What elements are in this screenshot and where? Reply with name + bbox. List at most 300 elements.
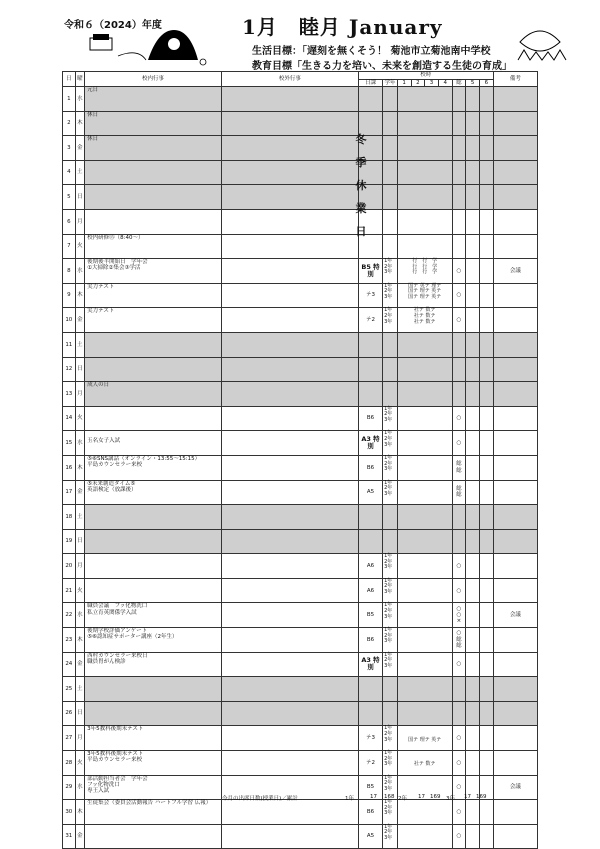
notes bbox=[493, 455, 537, 480]
period-6 bbox=[479, 529, 493, 554]
day-number: 5 bbox=[63, 185, 76, 210]
day-of-week: 火 bbox=[75, 234, 84, 259]
notes bbox=[493, 505, 537, 530]
day-of-week: 木 bbox=[75, 455, 84, 480]
period-6 bbox=[479, 431, 493, 456]
schedule-code bbox=[358, 87, 382, 112]
period-marks bbox=[452, 529, 466, 554]
period-6 bbox=[479, 554, 493, 579]
period-subjects bbox=[397, 136, 452, 161]
school-event: ⑤⑥SNS講話（オンライン・13:55～15:15） 平島カウンセラー来校 bbox=[85, 455, 222, 480]
outside-event bbox=[221, 603, 358, 628]
period-5 bbox=[466, 677, 480, 702]
day-row bbox=[63, 406, 538, 431]
school-event bbox=[85, 701, 222, 726]
outside-event bbox=[221, 185, 358, 210]
outside-event bbox=[221, 652, 358, 677]
day-row bbox=[63, 677, 538, 702]
day-number: 25 bbox=[63, 677, 76, 702]
grade-labels bbox=[383, 209, 398, 234]
schedule-code: A3 特別 bbox=[358, 652, 382, 677]
notes bbox=[493, 382, 537, 407]
grade-labels: 1年 2年 3年 bbox=[383, 652, 398, 677]
period-6 bbox=[479, 283, 493, 308]
day-row bbox=[63, 160, 538, 185]
notes bbox=[493, 160, 537, 185]
period-subjects bbox=[397, 652, 452, 677]
col-periods: 校時 bbox=[358, 72, 493, 80]
day-row bbox=[63, 824, 538, 849]
period-marks bbox=[452, 111, 466, 136]
day-number: 2 bbox=[63, 111, 76, 136]
outside-event bbox=[221, 480, 358, 505]
header bbox=[0, 0, 600, 70]
period-6 bbox=[479, 382, 493, 407]
day-of-week: 金 bbox=[75, 824, 84, 849]
period-marks bbox=[452, 185, 466, 210]
day-row bbox=[63, 382, 538, 407]
day-number: 19 bbox=[63, 529, 76, 554]
outside-event bbox=[221, 554, 358, 579]
period-subjects bbox=[397, 234, 452, 259]
period-6 bbox=[479, 505, 493, 530]
period-5 bbox=[466, 332, 480, 357]
period-6 bbox=[479, 111, 493, 136]
notes bbox=[493, 111, 537, 136]
period-5 bbox=[466, 480, 480, 505]
grade-labels: 1年 2年 3年 bbox=[383, 775, 398, 800]
day-row bbox=[63, 431, 538, 456]
notes bbox=[493, 701, 537, 726]
period-marks bbox=[452, 357, 466, 382]
day-number: 17 bbox=[63, 480, 76, 505]
notes bbox=[493, 824, 537, 849]
day-of-week: 日 bbox=[75, 357, 84, 382]
notes bbox=[493, 406, 537, 431]
outside-event bbox=[221, 209, 358, 234]
grade-labels: 1年 2年 3年 bbox=[383, 554, 398, 579]
period-marks: ○ bbox=[452, 259, 466, 284]
period-5 bbox=[466, 234, 480, 259]
schedule-code: A5 bbox=[358, 824, 382, 849]
schedule-code bbox=[358, 357, 382, 382]
period-subjects bbox=[397, 628, 452, 653]
day-of-week: 土 bbox=[75, 160, 84, 185]
period-marks: ○ bbox=[452, 751, 466, 776]
period-5 bbox=[466, 652, 480, 677]
day-row bbox=[63, 603, 538, 628]
period-subjects bbox=[397, 824, 452, 849]
day-row bbox=[63, 751, 538, 776]
grade-labels bbox=[383, 111, 398, 136]
period-marks: ○ bbox=[452, 578, 466, 603]
school-event: 後期学校評価アンケート ⑤⑥認知症サポーター講座（2年生） bbox=[85, 628, 222, 653]
grade-labels: 1年 2年 3年 bbox=[383, 259, 398, 284]
day-row bbox=[63, 701, 538, 726]
schedule-code bbox=[358, 677, 382, 702]
period-subjects bbox=[397, 677, 452, 702]
day-number: 20 bbox=[63, 554, 76, 579]
col-p4: 4 bbox=[438, 79, 452, 87]
day-number: 15 bbox=[63, 431, 76, 456]
day-of-week: 木 bbox=[75, 283, 84, 308]
period-6 bbox=[479, 677, 493, 702]
school-event: 玉名女子入試 bbox=[85, 431, 222, 456]
period-5 bbox=[466, 87, 480, 112]
school-event: 実力テスト bbox=[85, 308, 222, 333]
day-number: 8 bbox=[63, 259, 76, 284]
school-event bbox=[85, 209, 222, 234]
school-event: 西村カウンセラー来校日 職員胃がん検診 bbox=[85, 652, 222, 677]
grade-labels: 1年 2年 3年 bbox=[383, 726, 398, 751]
outside-event bbox=[221, 160, 358, 185]
outside-event bbox=[221, 87, 358, 112]
school-event bbox=[85, 332, 222, 357]
schedule-code: B6 bbox=[358, 628, 382, 653]
notes bbox=[493, 554, 537, 579]
school-event bbox=[85, 554, 222, 579]
notes bbox=[493, 136, 537, 161]
period-subjects: 行 行 学 行 行 学 行 行 学 bbox=[397, 259, 452, 284]
schedule-code: A5 bbox=[358, 480, 382, 505]
period-subjects bbox=[397, 431, 452, 456]
schedule-code: B6 bbox=[358, 800, 382, 825]
outside-event bbox=[221, 628, 358, 653]
day-row bbox=[63, 185, 538, 210]
day-of-week: 日 bbox=[75, 701, 84, 726]
outside-event bbox=[221, 824, 358, 849]
notes: 会議 bbox=[493, 603, 537, 628]
period-subjects bbox=[397, 382, 452, 407]
outside-event bbox=[221, 529, 358, 554]
period-subjects bbox=[397, 406, 452, 431]
period-5 bbox=[466, 800, 480, 825]
period-subjects bbox=[397, 332, 452, 357]
period-subjects bbox=[397, 505, 452, 530]
grade-labels bbox=[383, 505, 398, 530]
col-outside-events: 校外行事 bbox=[221, 72, 358, 87]
day-row bbox=[63, 628, 538, 653]
day-of-week: 月 bbox=[75, 554, 84, 579]
period-marks: ○ bbox=[452, 283, 466, 308]
period-5 bbox=[466, 308, 480, 333]
day-row bbox=[63, 308, 538, 333]
outside-event bbox=[221, 283, 358, 308]
notes: 会議 bbox=[493, 259, 537, 284]
period-6 bbox=[479, 357, 493, 382]
winter-vacation-label: 冬 季 休 業 日 bbox=[355, 133, 367, 238]
day-number: 1 bbox=[63, 87, 76, 112]
day-of-week: 水 bbox=[75, 603, 84, 628]
day-row bbox=[63, 554, 538, 579]
school-event bbox=[85, 824, 222, 849]
col-p5: 5 bbox=[466, 79, 480, 87]
col-schedule: 日課 bbox=[358, 79, 382, 87]
schedule-code: B5 bbox=[358, 603, 382, 628]
period-6 bbox=[479, 480, 493, 505]
period-marks: ○ bbox=[452, 824, 466, 849]
notes bbox=[493, 357, 537, 382]
day-number: 10 bbox=[63, 308, 76, 333]
school-event bbox=[85, 529, 222, 554]
period-5 bbox=[466, 554, 480, 579]
period-5 bbox=[466, 382, 480, 407]
schedule-code: B6 bbox=[358, 455, 382, 480]
notes bbox=[493, 234, 537, 259]
school-event: 後期後半開始日 学年会 ①大掃除②集会③学活 bbox=[85, 259, 222, 284]
school-event: 校内研修⑮（8:40～） bbox=[85, 234, 222, 259]
period-marks: ○ bbox=[452, 308, 466, 333]
period-5 bbox=[466, 431, 480, 456]
grade-labels: 1年 2年 3年 bbox=[383, 455, 398, 480]
notes bbox=[493, 677, 537, 702]
day-of-week: 水 bbox=[75, 431, 84, 456]
notes bbox=[493, 87, 537, 112]
grade-labels: 1年 2年 3年 bbox=[383, 824, 398, 849]
period-marks bbox=[452, 505, 466, 530]
day-of-week: 金 bbox=[75, 652, 84, 677]
outside-event bbox=[221, 332, 358, 357]
period-5 bbox=[466, 259, 480, 284]
period-5 bbox=[466, 529, 480, 554]
period-6 bbox=[479, 455, 493, 480]
notes bbox=[493, 529, 537, 554]
period-marks bbox=[452, 234, 466, 259]
outside-event bbox=[221, 800, 358, 825]
col-p2: 2 bbox=[411, 79, 425, 87]
period-6 bbox=[479, 800, 493, 825]
notes: 会議 bbox=[493, 775, 537, 800]
period-6 bbox=[479, 628, 493, 653]
period-marks: 総 総 bbox=[452, 480, 466, 505]
period-5 bbox=[466, 751, 480, 776]
period-marks: ○ bbox=[452, 431, 466, 456]
grade-labels bbox=[383, 382, 398, 407]
day-row bbox=[63, 480, 538, 505]
notes bbox=[493, 628, 537, 653]
period-5 bbox=[466, 283, 480, 308]
day-number: 30 bbox=[63, 800, 76, 825]
period-subjects bbox=[397, 185, 452, 210]
col-dow: 曜 bbox=[75, 72, 84, 87]
period-subjects: 国テ 理テ 英テ bbox=[397, 726, 452, 751]
grade-labels: 1年 2年 3年 bbox=[383, 751, 398, 776]
day-number: 16 bbox=[63, 455, 76, 480]
grade-labels: 1年 2年 3年 bbox=[383, 283, 398, 308]
day-of-week: 土 bbox=[75, 332, 84, 357]
day-of-week: 金 bbox=[75, 136, 84, 161]
notes bbox=[493, 578, 537, 603]
day-row bbox=[63, 136, 538, 161]
day-number: 23 bbox=[63, 628, 76, 653]
school-event: 職員会議 フッ化物洗口 私立育英関係学入試 bbox=[85, 603, 222, 628]
day-row bbox=[63, 800, 538, 825]
period-marks: ○ bbox=[452, 726, 466, 751]
col-p6: 6 bbox=[479, 79, 493, 87]
period-marks: ○ 総 総 bbox=[452, 628, 466, 653]
period-6 bbox=[479, 751, 493, 776]
period-subjects bbox=[397, 480, 452, 505]
period-subjects bbox=[397, 554, 452, 579]
schedule-code: テ3 bbox=[358, 726, 382, 751]
notes bbox=[493, 308, 537, 333]
month-title: 1月 睦月 January bbox=[242, 15, 443, 39]
day-of-week: 月 bbox=[75, 382, 84, 407]
day-of-week: 木 bbox=[75, 800, 84, 825]
fiscal-year: 令和６（2024）年度 bbox=[64, 20, 162, 31]
grade-labels bbox=[383, 701, 398, 726]
col-school-events: 校内行事 bbox=[85, 72, 222, 87]
schedule-code bbox=[358, 332, 382, 357]
day-number: 4 bbox=[63, 160, 76, 185]
day-of-week: 日 bbox=[75, 185, 84, 210]
education-goal: 教育目標「生きる力を培い、未来を創造する生徒の育成」 bbox=[252, 61, 512, 72]
outside-event bbox=[221, 259, 358, 284]
notes bbox=[493, 800, 537, 825]
grade-labels bbox=[383, 136, 398, 161]
outside-event bbox=[221, 701, 358, 726]
period-marks bbox=[452, 160, 466, 185]
period-marks bbox=[452, 382, 466, 407]
school-event: 3年5教科後期末テスト 平島カウンセラー来校 bbox=[85, 751, 222, 776]
day-of-week: 木 bbox=[75, 111, 84, 136]
day-number: 14 bbox=[63, 406, 76, 431]
school-event bbox=[85, 357, 222, 382]
day-number: 18 bbox=[63, 505, 76, 530]
outside-event bbox=[221, 505, 358, 530]
notes bbox=[493, 209, 537, 234]
grade-labels bbox=[383, 87, 398, 112]
period-6 bbox=[479, 824, 493, 849]
period-marks: ○ bbox=[452, 775, 466, 800]
grade-labels: 1年 2年 3年 bbox=[383, 578, 398, 603]
col-grade: 学年 bbox=[384, 79, 396, 86]
grade-labels: 1年 2年 3年 bbox=[383, 431, 398, 456]
period-6 bbox=[479, 308, 493, 333]
outside-event bbox=[221, 578, 358, 603]
period-6 bbox=[479, 160, 493, 185]
period-subjects bbox=[397, 455, 452, 480]
day-number: 13 bbox=[63, 382, 76, 407]
notes bbox=[493, 185, 537, 210]
day-of-week: 月 bbox=[75, 726, 84, 751]
col-total: 総 bbox=[452, 79, 466, 87]
period-5 bbox=[466, 357, 480, 382]
grade-labels bbox=[383, 160, 398, 185]
grade-labels: 1年 2年 3年 bbox=[383, 308, 398, 333]
schedule-code: テ2 bbox=[358, 308, 382, 333]
school-event: 元日 bbox=[85, 87, 222, 112]
col-notes: 備考 bbox=[493, 72, 537, 87]
day-of-week: 水 bbox=[75, 87, 84, 112]
grade-labels: 1年 2年 3年 bbox=[383, 480, 398, 505]
grade-labels bbox=[383, 357, 398, 382]
day-number: 29 bbox=[63, 775, 76, 800]
school-event bbox=[85, 185, 222, 210]
day-row bbox=[63, 234, 538, 259]
day-of-week: 金 bbox=[75, 308, 84, 333]
period-6 bbox=[479, 209, 493, 234]
notes bbox=[493, 726, 537, 751]
col-p1: 1 bbox=[397, 79, 411, 87]
col-day: 日 bbox=[63, 72, 76, 87]
period-marks bbox=[452, 136, 466, 161]
outside-event bbox=[221, 455, 358, 480]
period-6 bbox=[479, 259, 493, 284]
day-of-week: 火 bbox=[75, 751, 84, 776]
schedule-code: A3 特別 bbox=[358, 431, 382, 456]
day-number: 24 bbox=[63, 652, 76, 677]
period-5 bbox=[466, 603, 480, 628]
school-event bbox=[85, 505, 222, 530]
day-row bbox=[63, 529, 538, 554]
outside-event bbox=[221, 406, 358, 431]
schedule-code bbox=[358, 505, 382, 530]
day-of-week: 水 bbox=[75, 775, 84, 800]
notes bbox=[493, 332, 537, 357]
outside-event bbox=[221, 136, 358, 161]
day-of-week: 火 bbox=[75, 406, 84, 431]
day-number: 27 bbox=[63, 726, 76, 751]
day-number: 12 bbox=[63, 357, 76, 382]
grade-labels: 1年 2年 3年 bbox=[383, 603, 398, 628]
schedule-code: A6 bbox=[358, 578, 382, 603]
schedule-code: B5 特別 bbox=[358, 259, 382, 284]
new-year-illustration bbox=[88, 26, 218, 66]
day-number: 21 bbox=[63, 578, 76, 603]
period-marks: ○ bbox=[452, 652, 466, 677]
notes bbox=[493, 283, 537, 308]
grade-labels bbox=[383, 185, 398, 210]
period-5 bbox=[466, 209, 480, 234]
school-event: 生徒集会（委員会活動報告 ハートフル学習 広報） bbox=[85, 800, 222, 825]
day-number: 9 bbox=[63, 283, 76, 308]
day-row bbox=[63, 726, 538, 751]
period-subjects bbox=[397, 209, 452, 234]
period-marks: 総 総 bbox=[452, 455, 466, 480]
schedule-code: テ3 bbox=[358, 283, 382, 308]
outside-event bbox=[221, 357, 358, 382]
grade-labels: 1年 2年 3年 bbox=[383, 628, 398, 653]
notes bbox=[493, 480, 537, 505]
day-row bbox=[63, 209, 538, 234]
outside-event bbox=[221, 111, 358, 136]
period-6 bbox=[479, 726, 493, 751]
period-5 bbox=[466, 701, 480, 726]
notes bbox=[493, 751, 537, 776]
period-5 bbox=[466, 111, 480, 136]
day-number: 26 bbox=[63, 701, 76, 726]
period-6 bbox=[479, 332, 493, 357]
notes bbox=[493, 652, 537, 677]
day-of-week: 土 bbox=[75, 677, 84, 702]
period-5 bbox=[466, 455, 480, 480]
schedule-code: B5 bbox=[358, 775, 382, 800]
school-emblem-icon bbox=[510, 20, 570, 66]
outside-event bbox=[221, 382, 358, 407]
schedule-code bbox=[358, 701, 382, 726]
life-goal: 生活目標：「遅刻を無くそう！ 菊池市立菊池南中学校 bbox=[252, 46, 491, 57]
schedule-code: テ2 bbox=[358, 751, 382, 776]
period-subjects: 国テ 英テ 理テ 国テ 理テ 英テ 国テ 理テ 英テ bbox=[397, 283, 452, 308]
period-5 bbox=[466, 824, 480, 849]
period-5 bbox=[466, 136, 480, 161]
period-6 bbox=[479, 87, 493, 112]
period-6 bbox=[479, 234, 493, 259]
day-of-week: 日 bbox=[75, 529, 84, 554]
period-subjects bbox=[397, 578, 452, 603]
day-number: 28 bbox=[63, 751, 76, 776]
